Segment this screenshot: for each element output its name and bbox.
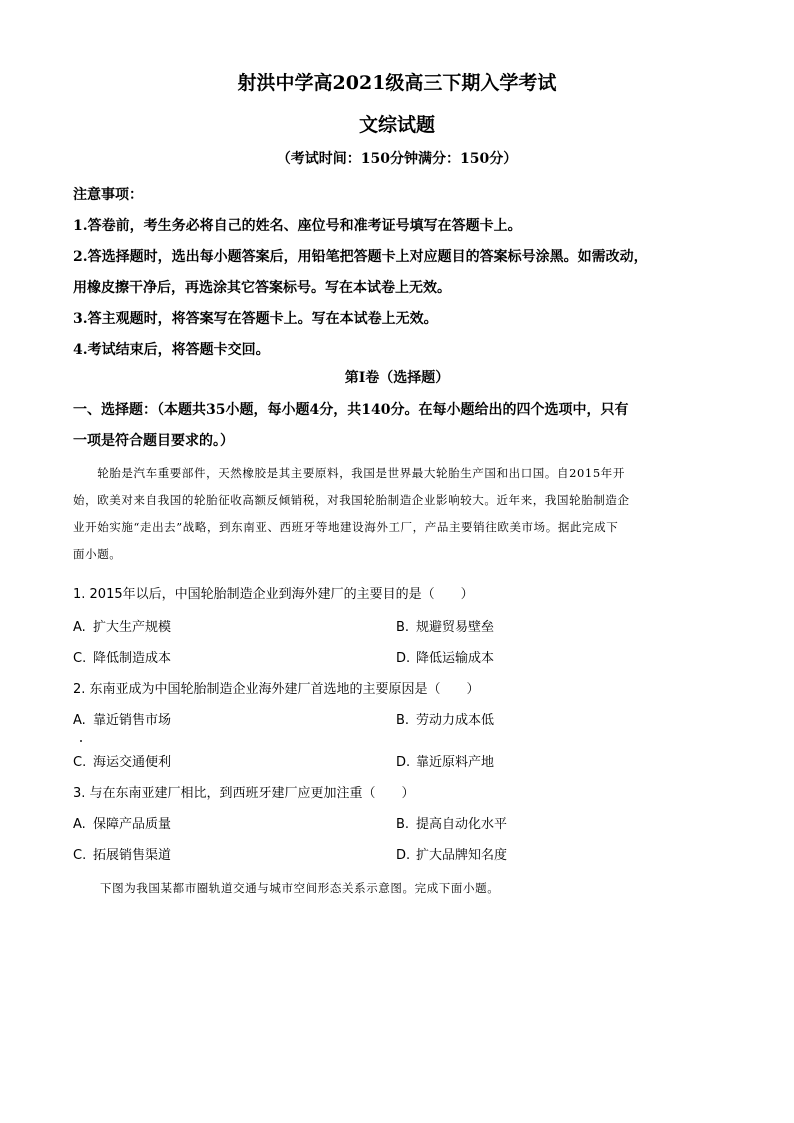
option-letter: D. (396, 848, 411, 863)
option-letter: D. (396, 755, 411, 770)
question-2-option-d (396, 753, 494, 773)
volume-title: 第I卷（选择题） (344, 370, 450, 386)
stray-dot (80, 740, 82, 742)
question-3-stem: 3. 与在东南亚建厂相比，到西班牙建厂应更加注重（ ） (73, 786, 415, 801)
notes-line: 3.答主观题时，将答案写在答题卡上。写在本试卷上无效。 (73, 311, 438, 327)
notes-heading: 注意事项： (73, 187, 143, 203)
option-letter: B. (396, 817, 410, 832)
passage-metro: 下图为我国某都市圈轨道交通与城市空间形态关系示意图。完成下面小题。 (100, 881, 500, 895)
question-2-stem: 2. 东南亚成为中国轮胎制造企业海外建厂首选地的主要原因是（ ） (73, 682, 480, 697)
passage-line: 面小题。 (73, 547, 122, 561)
question-1-option-c (73, 649, 171, 669)
option-letter: B. (396, 620, 410, 635)
option-text: 海运交通便利 (93, 755, 172, 770)
section-heading-line: 一、选择题：（本题共35小题，每小题4分，共140分。在每小题给出的四个选项中，只有 (73, 402, 629, 418)
option-letter: C. (73, 651, 87, 666)
option-text: 靠近原料产地 (416, 755, 495, 770)
exam-title: 射洪中学高2021级高三下期入学考试 (237, 72, 557, 94)
question-2-option-b (396, 711, 494, 731)
option-text: 劳动力成本低 (416, 713, 495, 728)
question-1-option-b (396, 618, 494, 638)
option-text: 靠近销售市场 (93, 713, 172, 728)
exam-subtitle: 文综试题 (358, 114, 435, 136)
passage-line: 业开始实施“走出去”战略，到东南亚、西班牙等地建设海外工厂，产品主要销往欧美市场。据此完成下 (73, 520, 619, 534)
option-text: 降低运输成本 (416, 651, 495, 666)
option-text: 扩大品牌知名度 (416, 848, 508, 863)
option-letter: A. (73, 620, 86, 635)
notes-line: 1.答卷前，考生务必将自己的姓名、座位号和准考证号填写在答题卡上。 (73, 218, 522, 234)
question-2-option-a (73, 711, 171, 731)
question-2-option-c (73, 753, 171, 773)
section-heading-line: 一项是符合题目要求的。） (73, 433, 234, 449)
notes-line: 2.答选择题时，选出每小题答案后，用铅笔把答题卡上对应题目的答案标号涂黑。如需改动， (73, 249, 648, 265)
option-letter: C. (73, 848, 87, 863)
passage-line: 轮胎是汽车重要部件，天然橡胶是其主要原料，我国是世界最大轮胎生产国和出口国。自2015年开 (73, 466, 625, 480)
option-letter: C. (73, 755, 87, 770)
option-text: 拓展销售渠道 (93, 848, 172, 863)
option-letter: B. (396, 713, 410, 728)
question-1-stem: 1. 2015年以后，中国轮胎制造企业到海外建厂的主要目的是（ ） (73, 587, 474, 602)
option-text: 提高自动化水平 (416, 817, 508, 832)
option-letter: A. (73, 817, 86, 832)
question-3-option-a (73, 815, 171, 835)
option-text: 扩大生产规模 (93, 620, 172, 635)
notes-line: 用橡皮擦干净后，再选涂其它答案标号。写在本试卷上无效。 (73, 280, 451, 296)
question-1-option-a (73, 618, 171, 638)
question-3-option-c (73, 846, 171, 866)
option-text: 降低制造成本 (93, 651, 172, 666)
option-text: 保障产品质量 (93, 817, 172, 832)
notes-line: 4.考试结束后，将答题卡交回。 (73, 342, 270, 358)
section-heading (73, 395, 733, 457)
passage-line: 始，欧美对来自我国的轮胎征收高额反倾销税，对我国轮胎制造企业影响较大。近年来，我国轮胎制造企 (73, 493, 630, 507)
option-letter: D. (396, 651, 411, 666)
question-3-option-d (396, 846, 507, 866)
exam-info: （考试时间：150分钟满分：150分） (276, 151, 518, 167)
option-text: 规避贸易壁垒 (416, 620, 495, 635)
passage-tire (73, 460, 733, 568)
question-1-option-d (396, 649, 494, 669)
option-letter: A. (73, 713, 86, 728)
notes-block (73, 180, 733, 366)
question-3-option-b (396, 815, 507, 835)
